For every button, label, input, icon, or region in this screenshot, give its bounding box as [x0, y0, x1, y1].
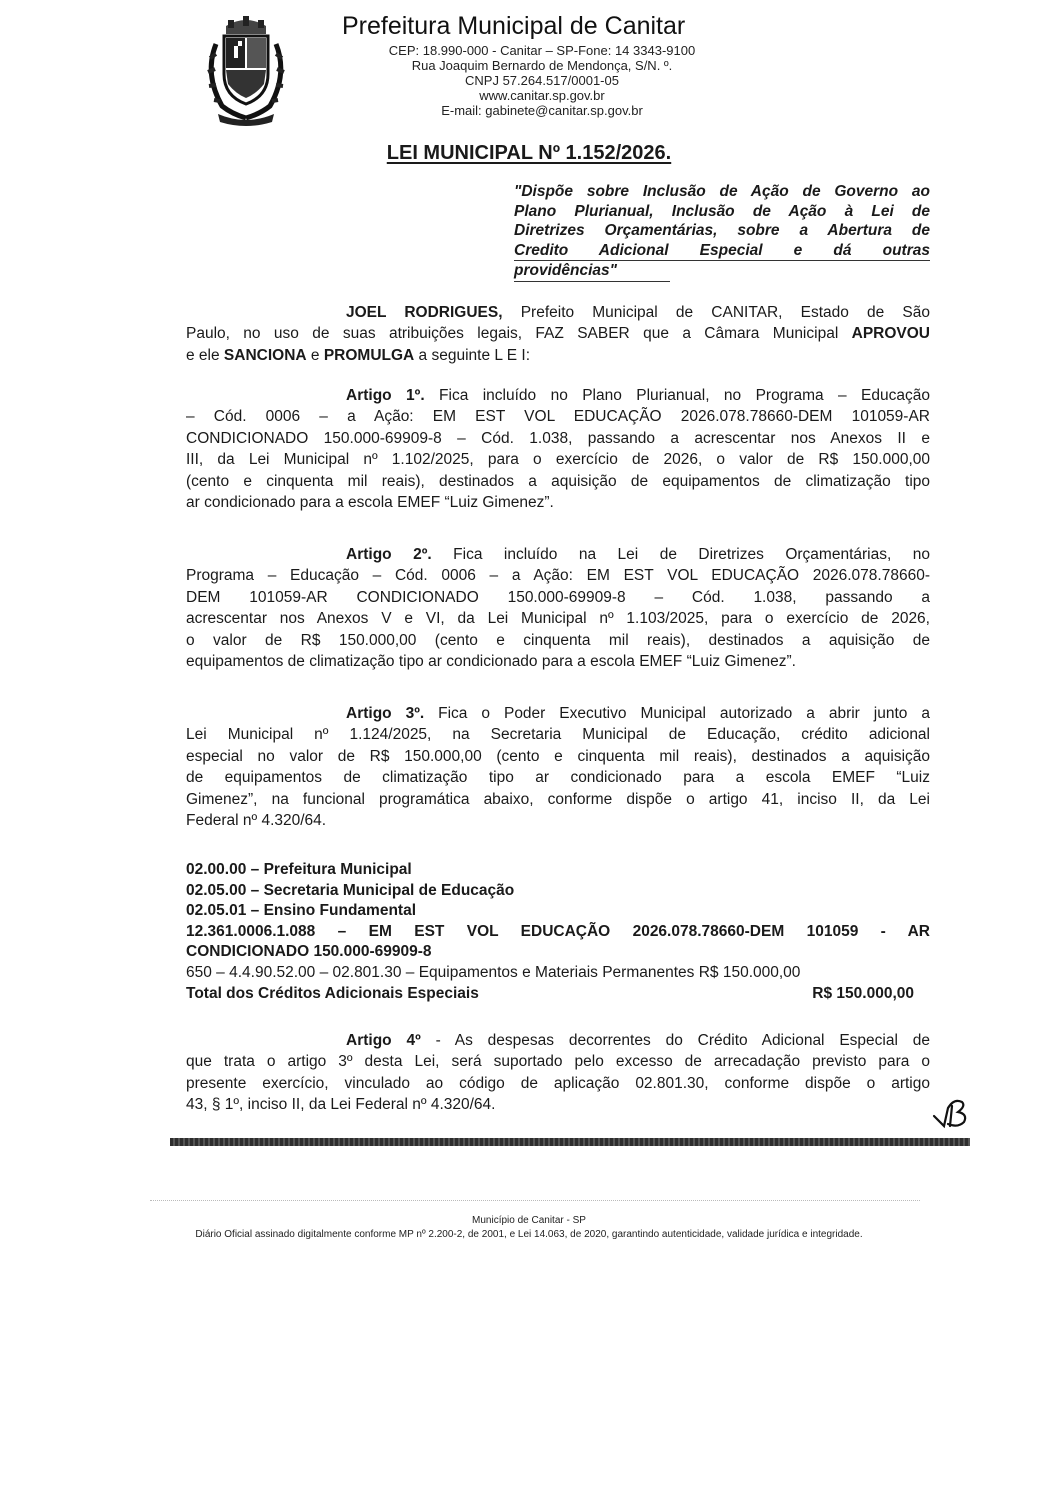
article-text: de equipamentos de climatização tipo ar condicionado para a escola EMEF “Luiz	[186, 769, 930, 787]
article-text: Fica o Poder Executivo Municipal autorizado a abrir junto a	[424, 705, 930, 722]
article-text: equipamentos de climatização tipo ar condicionado para a escola EMEF “Luiz Gimenez”.	[186, 652, 796, 670]
page-title: Prefeitura Municipal de Canitar	[342, 12, 686, 40]
article-text: ar condicionado para a escola EMEF “Luiz Gimenez”.	[186, 493, 554, 511]
article-label: Artigo 1º.	[346, 387, 425, 404]
budget-line: 12.361.0006.1.088 – EM EST VOL EDUCAÇÃO 2026.078.78660-DEM 101059 - AR	[186, 922, 930, 940]
article-label: Artigo 3º.	[346, 705, 425, 722]
coat-of-arms-icon	[196, 14, 296, 126]
article-text: Gimenez”, na funcional programática abaixo, conforme dispõe o artigo 41, inciso II, da Lei	[186, 790, 930, 808]
budget-block	[186, 860, 930, 1004]
total-value: R$ 150.000,00	[812, 984, 914, 1002]
article-3	[186, 703, 930, 831]
article-text: III, da Lei Municipal nº 1.102/2025, para o exercício de 2026, o valor de R$ 150.000,00	[186, 451, 930, 469]
budget-line: 02.05.01 – Ensino Fundamental	[186, 902, 416, 920]
law-title: LEI MUNICIPAL Nº 1.152/2026.	[386, 142, 672, 164]
budget-line: 02.05.00 – Secretaria Municipal de Educação	[186, 881, 515, 899]
intro-text: Prefeito Municipal de CANITAR, Estado de São	[502, 304, 931, 321]
intro-text: e ele	[186, 346, 224, 364]
address-line: CEP: 18.990-000 - Canitar – SP-Fone: 14 3343-9100	[388, 43, 696, 58]
signature-initials-icon	[930, 1096, 974, 1132]
article-text: Lei Municipal nº 1.124/2025, na Secretaria Municipal de Educação, crédito adicional	[186, 726, 930, 744]
ementa-line: Plano Plurianual, Inclusão de Ação à Lei de	[514, 202, 930, 220]
budget-line: 02.00.00 – Prefeitura Municipal	[186, 861, 412, 878]
article-text: que trata o artigo 3º desta Lei, será suportado pelo excesso de arrecadação previsto para o	[186, 1053, 930, 1071]
footer-signature-note: Diário Oficial assinado digitalmente conforme MP nº 2.200-2, de 2001, e Lei 14.063, de 2020, garantindo autenticidade, validade jurídica e integridade.	[195, 1229, 863, 1240]
article-text: o valor de R$ 150.000,00 (cento e cinquenta mil reais), destinados a aquisição de	[186, 631, 930, 649]
article-text: Programa – Educação – Cód. 0006 – a Ação: EM EST VOL EDUCAÇÃO 2026.078.78660-	[186, 567, 930, 585]
article-text: Federal nº 4.320/64.	[186, 811, 327, 829]
intro-text: Paulo, no uso de suas atribuições legais, FAZ SABER que a Câmara Municipal	[186, 325, 852, 343]
article-text: Fica incluído na Lei de Diretrizes Orçamentárias, no	[431, 546, 931, 563]
budget-total	[186, 984, 914, 1005]
article-text: (cento e cinquenta mil reais), destinados a aquisição de equipamentos de climatização tipo	[186, 472, 930, 490]
ementa-line: providências"	[514, 261, 670, 282]
article-1	[186, 385, 930, 513]
article-label: Artigo 2º.	[346, 546, 432, 563]
footer-municipality: Município de Canitar - SP	[472, 1215, 586, 1226]
ementa	[514, 182, 930, 282]
separator-bar	[170, 1138, 970, 1146]
address-line: Rua Joaquim Bernardo de Mendonça, S/N. º.	[411, 58, 673, 73]
intro-text: a seguinte L E I:	[414, 346, 531, 364]
article-text: – Cód. 0006 – a Ação: EM EST VOL EDUCAÇÃO 2026.078.78660-DEM 101059-AR	[186, 408, 930, 426]
ementa-line: Credito Adicional Especial e dá outras	[514, 241, 930, 262]
article-label: Artigo 4º	[346, 1032, 421, 1049]
article-text: acrescentar nos Anexos V e VI, da Lei Municipal nº 1.103/2025, para o exercício de 2026,	[186, 610, 930, 628]
article-text: CONDICIONADO 150.000-69909-8 – Cód. 1.038, passando a acrescentar nos Anexos II e	[186, 429, 930, 447]
article-text: 43, § 1º, inciso II, da Lei Federal nº 4.320/64.	[186, 1096, 496, 1114]
footer-divider	[150, 1200, 920, 1201]
article-text: - As despesas decorrentes do Crédito Adicional Especial de	[420, 1032, 931, 1049]
article-text: presente exercício, vinculado ao código de aplicação 02.801.30, conforme dispõe o artigo	[186, 1074, 930, 1092]
ementa-line: Diretrizes Orçamentárias, sobre a Abertura de	[514, 222, 930, 240]
email-link: E-mail: gabinete@canitar.sp.gov.br	[441, 103, 643, 118]
intro-bold: PROMULGA	[323, 346, 415, 364]
article-text: especial no valor de R$ 150.000,00 (cento e cinquenta mil reais), destinados a aquisição	[186, 747, 930, 765]
intro-bold: APROVOU	[851, 325, 930, 343]
article-text: Fica incluído no Plano Plurianual, no Programa – Educação	[424, 387, 930, 404]
address-line: CNPJ 57.264.517/0001-05	[465, 73, 619, 88]
intro-text: e	[306, 346, 324, 364]
article-4	[186, 1030, 930, 1116]
mayor-name: JOEL RODRIGUES,	[346, 304, 503, 321]
article-text: DEM 101059-AR CONDICIONADO 150.000-69909-8 – Cód. 1.038, passando a	[186, 588, 930, 606]
intro-paragraph	[186, 302, 930, 366]
ementa-line: "Dispõe sobre Inclusão de Ação de Governo ao	[514, 183, 930, 200]
total-label: Total dos Créditos Adicionais Especiais	[186, 984, 479, 1002]
article-2	[186, 544, 930, 672]
budget-line: 650 – 4.4.90.52.00 – 02.801.30 – Equipamentos e Materiais Permanentes R$ 150.000,00	[186, 963, 801, 981]
budget-line: CONDICIONADO 150.000-69909-8	[186, 943, 432, 961]
website-link: www.canitar.sp.gov.br	[479, 88, 605, 103]
intro-bold: SANCIONA	[223, 346, 307, 364]
